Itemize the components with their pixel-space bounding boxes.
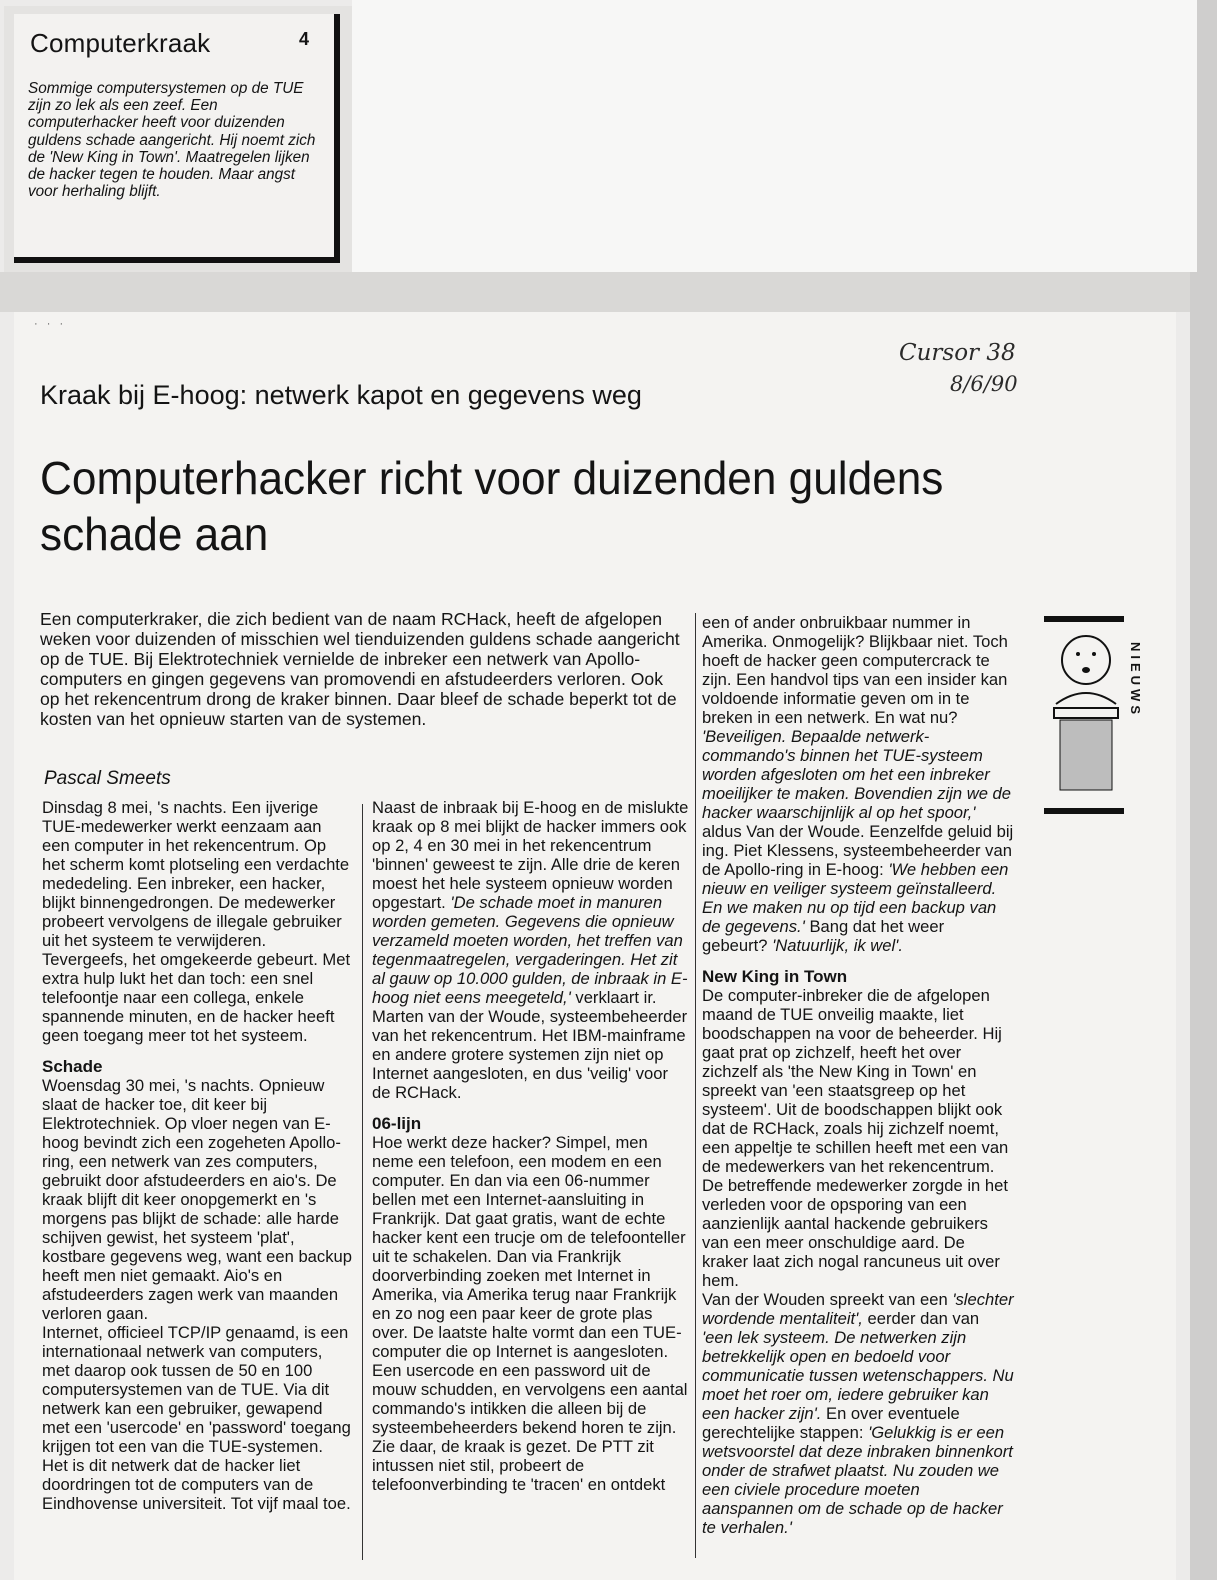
text-run: verklaart ir. Marten van der Woude, systeembeheerder van het rekencentrum. Het IBM-mainframe en andere grotere systemen zijn niet op Internet aangesloten, en dus 'veilig' voor de RCHack. [372, 988, 688, 1102]
text-run: Naast de inbraak bij E-hoog en de mislukte kraak op 8 mei blijkt de hacker immers ook op 2, 4 en 30 mei in het rekencentrum 'binnen' geweest te zijn. Alle drie de keren moest het hele systeem opnieuw worden opgestart. [372, 798, 689, 912]
text-run: eerder dan van [867, 1309, 980, 1328]
paragraph: Dinsdag 8 mei, 's nachts. Een ijverige TUE-medewerker werkt eenzaam aan een computer in het rekencentrum. Op het scherm komt plotseling een verdachte mededeling. Een inbreker, een hacker, blijkt binnengedrongen. De medewerker probeert vervolgens de illegale gebruiker uit het systeem te verwijderen. Tevergeefs, het omgekeerde gebeurt. Met extra hulp lukt het dan toch: een snel telefoontje naar een collega, enkele spannende minuten, en de hacker heeft geen toegang meer tot het systeem. [42, 798, 351, 1045]
column-3 [702, 613, 1014, 1537]
quote: 'De schade moet in manuren worden gemeten. Gegevens die opnieuw verzameld moeten worden, het treffen van tegenmaatregelen, vergaderingen. Het zit al gauw op 10.000 gulden, de inbraak in E-hoog niet eens meegeteld,' [372, 893, 688, 1007]
teaser-section: Computerkraak [30, 28, 211, 58]
text-run: een of ander onbruikbaar nummer in Amerika. Onmogelijk? Blijkbaar niet. Toch hoeft de hacker geen computercrack te zijn. Een handvol tips van een insider kan voldoende informatie geven om in te breken in een netwerk. En wat nu? [702, 613, 1008, 727]
paragraph [702, 613, 1014, 955]
paragraph [372, 798, 690, 1102]
paragraph [702, 1290, 1014, 1537]
column-2 [372, 798, 690, 1494]
paragraph: De computer-inbreker die de afgelopen maand de TUE onveilig maakte, liet boodschappen na voor de beheerder. Hij gaat prat op zichzelf, heeft het over zichzelf als 'the New King in Town' en spreekt van 'een staatsgreep op het systeem'. Uit de boodschappen blijkt ook dat de RCHack, zoals hij zichzelf noemt, een appeltje te schillen heeft met een van de medewerkers van het rekencentrum. De betreffende medewerker zorgde in het verleden voor de opsporing van een aanzienlijk aantal hackende gebruikers van een meer onschuldige aard. De kraker laat zich nogal rancuneus uit over hem. [702, 986, 1009, 1290]
teaser-panel [14, 14, 340, 263]
subheading-new-king: New King in Town [702, 967, 848, 986]
article-clipping [14, 312, 1176, 1580]
handwritten-date: 8/6/90 [950, 372, 1018, 396]
paragraph: Woensdag 30 mei, 's nachts. Opnieuw slaat de hacker toe, dit keer bij Elektrotechniek. Op vloer negen van E-hoog bevindt zich een zogeheten Apollo-ring, een netwerk van zes computers, gebruikt door afstudeerders en aio's. De kraak blijft dit keer onopgemerkt en 's morgens pas blijkt de schade: alle harde schijven gewist, het systeem 'plat', kostbare gegevens weg, want een backup heeft men niet gemaakt. Aio's en afstudeerders zagen werk van maanden verloren gaan. [42, 1076, 352, 1323]
article-lead: Een computerkraker, die zich bedient van de naam RCHack, heeft de afgelopen weken voor duizenden of misschien wel tienduizenden guldens schade aangericht op de TUE. Bij Elektrotechniek vernielde de inbreker een netwerk van Apollo-computers en gingen gegevens van promovendi en afstudeerders verloren. Ook op het rekencentrum drong de kraker binnen. Daar bleef de schade beperkt tot de kosten van het opnieuw starten van de systemen. [40, 609, 680, 729]
crop-marks: · · · [34, 318, 67, 330]
quote: 'Beveiligen. Bepaalde netwerk-commando's binnen het TUE-systeem worden afgesloten om het een inbreker moeilijker te maken. Bovendien zijn we de hacker waarschijnlijk al op het spoor,' [702, 727, 1011, 822]
quote: 'een lek systeem. De netwerken zijn betrekkelijk open en bedoeld voor communicatie tussen wetenschappers. Nu moet het roer om, iedere gebruiker kan een hacker zijn'. [702, 1328, 1014, 1423]
paragraph: Internet, officieel TCP/IP genaamd, is een internationaal netwerk van computers, met daarop ook tussen de 50 en 100 computersystemen van de TUE. Via dit netwerk kan een gebruiker, gewapend met een 'usercode' en 'password' toegang krijgen tot een van die TUE-systemen. Het is dit netwerk dat de hacker liet doordringen tot de computers van de Eindhovense universiteit. Tot vijf maal toe. [42, 1323, 351, 1513]
blank-scan-area [352, 0, 1197, 272]
column-1 [42, 798, 352, 1513]
quote: 'We hebben een nieuw en veiliger systeem geïnstalleerd. En we maken nu op tijd een backup van de gegevens.' [702, 860, 1009, 936]
subheading-06-lijn: 06-lijn [372, 1114, 422, 1133]
article-headline: Computerhacker richt voor duizenden guldens schade aan [40, 452, 944, 560]
column-rule [695, 613, 696, 1558]
text-run: Bang dat het weer gebeurt? [702, 917, 945, 955]
paragraph: Hoe werkt deze hacker? Simpel, men neme een telefoon, een modem en een computer. En dan via een 06-nummer bellen met een Internet-aansluiting in Frankrijk. Dat gaat gratis, want de echte hacker kent een trucje om de telefoonteller uit te schakelen. Dan via Frankrijk doorverbinding zoeken met Internet in Amerika, via Amerika terug naar Frankrijk en zo nog een paar keer de grote plas over. De laatste halte vormt dan een TUE-computer die op Internet is aangesloten. Een usercode en een password uit de mouw schudden, en vervolgens een aantal commando's intikken die alleen bij de systeembeheerders bekend horen te zijn. Zie daar, de kraak is gezet. De PTT zit intussen niet stil, probeert de telefoonverbinding te 'tracen' en ontdekt [372, 1133, 688, 1494]
quote: 'slechter wordende mentaliteit', [702, 1290, 1014, 1328]
text-run: Van der Wouden spreekt van een [702, 1290, 948, 1309]
teaser-box [4, 6, 352, 272]
section-badge: NIEUWS [1128, 642, 1143, 718]
handwritten-source: Cursor 38 [899, 340, 1016, 366]
quote: 'Natuurlijk, ik wel'. [772, 936, 903, 955]
text-run: aldus Van der Woude. Eenzelfde geluid bij ing. Piet Klessens, systeembeheerder van de Apollo-ring in E-hoog: [702, 822, 1014, 879]
teaser-text: Sommige computersystemen op de TUE zijn zo lek als een zeef. Een computerhacker heeft voor duizenden guldens schade aangericht. Hij noemt zich de 'New King in Town'. Maatregelen lijken de hacker tegen te houden. Maar angst voor herhaling blijft. [28, 80, 316, 201]
subheading-schade: Schade [42, 1057, 103, 1076]
quote: 'Gelukkig is er een wetsvoorstel dat deze inbraken binnenkort onder de strafwet plaatst. Nu zouden we een civiele procedure moeten aanspannen om de schade op de hacker te verhalen.' [702, 1423, 1013, 1537]
article-kicker: Kraak bij E-hoog: netwerk kapot en gegevens weg [40, 380, 642, 410]
text-run: En over eventuele gerechtelijke stappen: [702, 1404, 960, 1442]
column-rule [362, 804, 363, 1560]
page-number: 4 [299, 29, 310, 49]
scan-shadow [0, 272, 1190, 312]
article-byline: Pascal Smeets [44, 768, 171, 789]
